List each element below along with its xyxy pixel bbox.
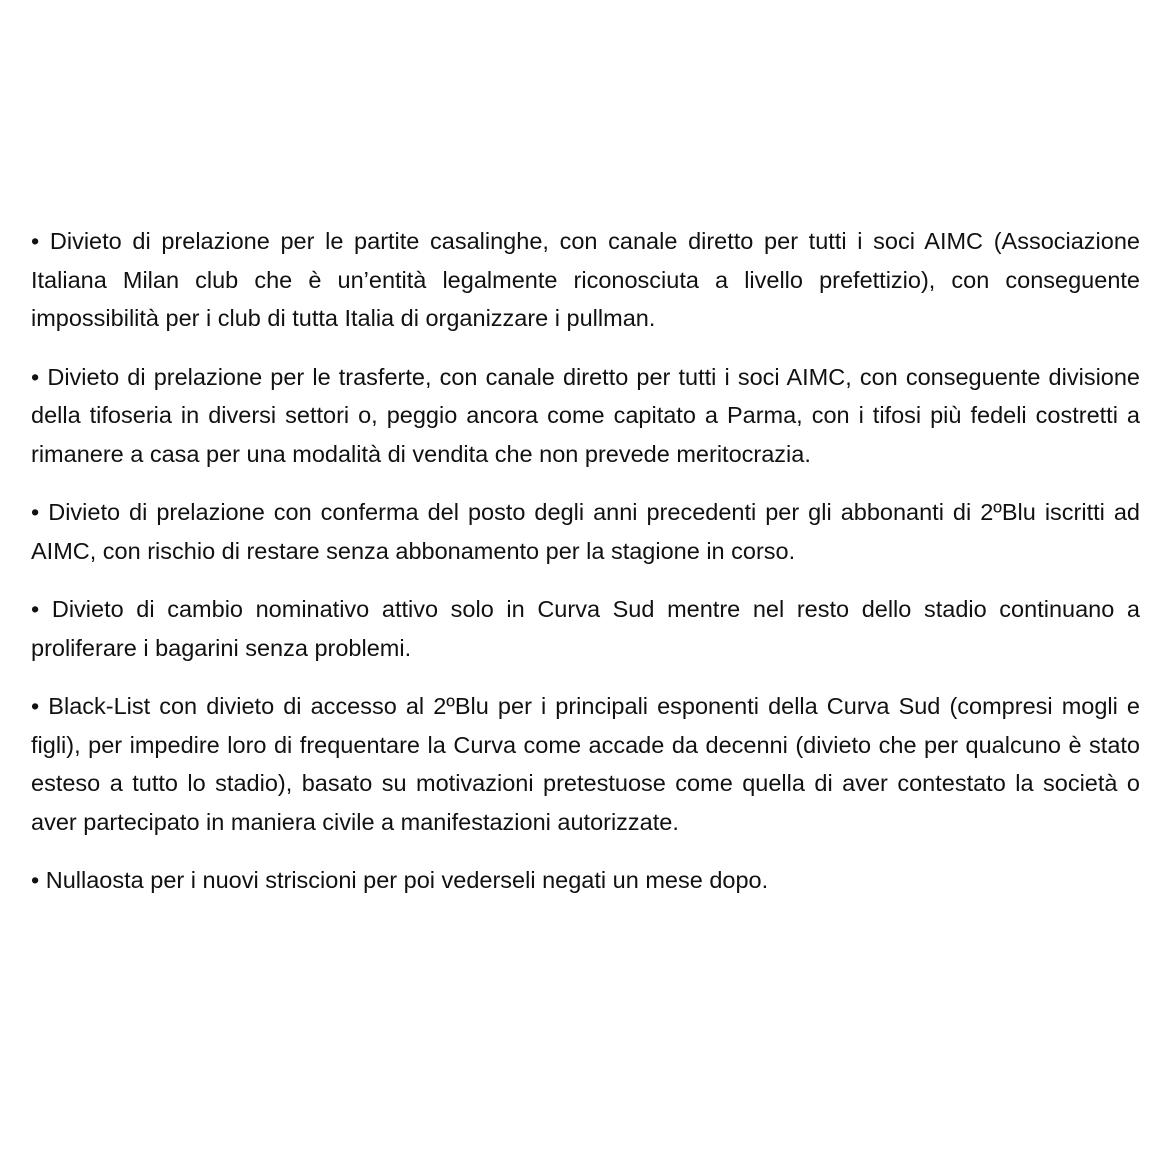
paragraph-home-presale-ban: • Divieto di prelazione per le partite casalinghe, con canale diretto per tutti i soci AIMC (Associazione Italiana Milan club che è un’entità legalmente riconosciuta a livello prefettizio), con conseguente impossibilità per i club di tutta Italia di organizzare i pullman. (31, 228, 1140, 331)
paragraph-banners-clearance: • Nullaosta per i nuovi striscioni per poi vederseli negati un mese dopo. (31, 867, 769, 893)
paragraph-name-change-ban: • Divieto di cambio nominativo attivo solo in Curva Sud mentre nel resto dello stadio continuano a proliferare i bagarini senza problemi. (31, 596, 1140, 661)
paragraph-season-ticket-presale-ban: • Divieto di prelazione con conferma del posto degli anni precedenti per gli abbonanti di 2ºBlu iscritti ad AIMC, con rischio di restare senza abbonamento per la stagione in corso. (31, 499, 1140, 564)
paragraph-away-presale-ban: • Divieto di prelazione per le trasferte, con canale diretto per tutti i soci AIMC, con conseguente divisione della tifoseria in diversi settori o, peggio ancora come capitato a Parma, con i tifosi più fedeli costretti a rimanere a casa per una modalità di vendita che non prevede meritocrazia. (31, 363, 1140, 467)
paragraph-black-list: • Black-List con divieto di accesso al 2ºBlu per i principali esponenti della Curva Sud (compresi mogli e figli), per impedire loro di frequentare la Curva come accade da decenni (divieto che per qualcuno è stato esteso a tutto lo stadio), basato su motivazioni pretestuose come quella di aver contestato la società o aver partecipato in maniera civile a manifestazioni autorizzate. (31, 693, 1140, 835)
document-body (31, 222, 1140, 920)
